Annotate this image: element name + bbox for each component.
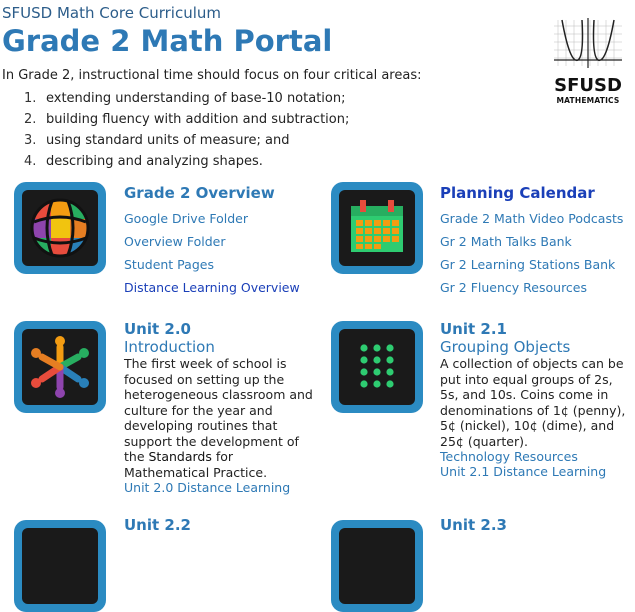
unit-2-0-distance-link[interactable]: Unit 2.0 Distance Learning <box>124 480 291 495</box>
unit-2-1-distance-link[interactable]: Unit 2.1 Distance Learning <box>440 464 607 479</box>
standards-link[interactable]: Standards <box>148 449 212 464</box>
unit-2-3-heading[interactable]: Unit 2.3 <box>440 516 507 534</box>
unit-2-3-section <box>440 516 507 534</box>
list-item: 2. building fluency with addition and subtraction; <box>24 112 350 127</box>
video-podcasts-link[interactable]: Grade 2 Math Video Podcasts <box>440 211 624 226</box>
overview-tile[interactable] <box>14 182 106 274</box>
site-eyebrow: SFUSD Math Core Curriculum <box>2 4 222 22</box>
page-title: Grade 2 Math Portal <box>2 24 333 58</box>
technology-resources-link[interactable]: Technology Resources <box>440 449 578 464</box>
student-pages-link[interactable]: Student Pages <box>124 257 214 272</box>
google-drive-link[interactable]: Google Drive Folder <box>124 211 248 226</box>
unit-2-0-heading[interactable]: Unit 2.0 <box>124 320 191 338</box>
list-item: 4. describing and analyzing shapes. <box>24 154 263 169</box>
planning-section <box>440 184 623 295</box>
overview-section <box>124 184 300 295</box>
planning-heading[interactable]: Planning Calendar <box>440 184 595 202</box>
planning-tile[interactable] <box>331 182 423 274</box>
unit-2-2-tile[interactable] <box>14 520 106 612</box>
sfusd-math-logo <box>552 16 624 108</box>
unit-2-2-heading[interactable]: Unit 2.2 <box>124 516 191 534</box>
globe-icon <box>14 182 106 274</box>
people-circle-icon <box>14 321 106 413</box>
unit-2-1-section <box>440 320 633 479</box>
math-talks-link[interactable]: Gr 2 Math Talks Bank <box>440 234 572 249</box>
logo-word: SFUSD <box>554 75 622 96</box>
unit-2-1-subtitle: Grouping Objects <box>440 338 571 356</box>
distance-learning-overview-link[interactable]: Distance Learning Overview <box>124 280 300 295</box>
overview-folder-link[interactable]: Overview Folder <box>124 234 226 249</box>
unit-2-3-tile[interactable] <box>331 520 423 612</box>
overview-heading[interactable]: Grade 2 Overview <box>124 184 275 202</box>
logo-subtitle: MATHEMATICS <box>556 96 620 105</box>
list-item: 1. extending understanding of base-10 notation; <box>24 91 346 106</box>
learning-stations-link[interactable]: Gr 2 Learning Stations Bank <box>440 257 616 272</box>
fluency-resources-link[interactable]: Gr 2 Fluency Resources <box>440 280 588 295</box>
unit-2-0-tile[interactable] <box>14 321 106 413</box>
critical-areas-list <box>24 88 349 172</box>
unit-2-0-description: The first week of school is focused on setting up the heterogeneous classroom and culture for the year and developing routines that support the development of the Standards for Mathematical Practice. <box>124 356 313 480</box>
unit-2-2-section <box>124 516 191 534</box>
intro-text: In Grade 2, instructional time should focus on four critical areas: <box>2 68 422 83</box>
dot-grid-icon <box>331 321 423 413</box>
unit-2-1-tile[interactable] <box>331 321 423 413</box>
unit-2-1-description: A collection of objects can be put into equal groups of 2s, 5s, and 10s. Coins come in denominations of 1¢ (penny), 5¢ (nickel), 10¢ (dime), and 25¢ (quarter). <box>440 356 626 449</box>
unit-2-0-subtitle: Introduction <box>124 338 215 356</box>
unit-2-1-heading[interactable]: Unit 2.1 <box>440 320 507 338</box>
graph-icon <box>552 16 624 70</box>
calendar-icon <box>331 182 423 274</box>
list-item: 3. using standard units of measure; and <box>24 133 290 148</box>
unit-2-0-section <box>124 320 320 495</box>
